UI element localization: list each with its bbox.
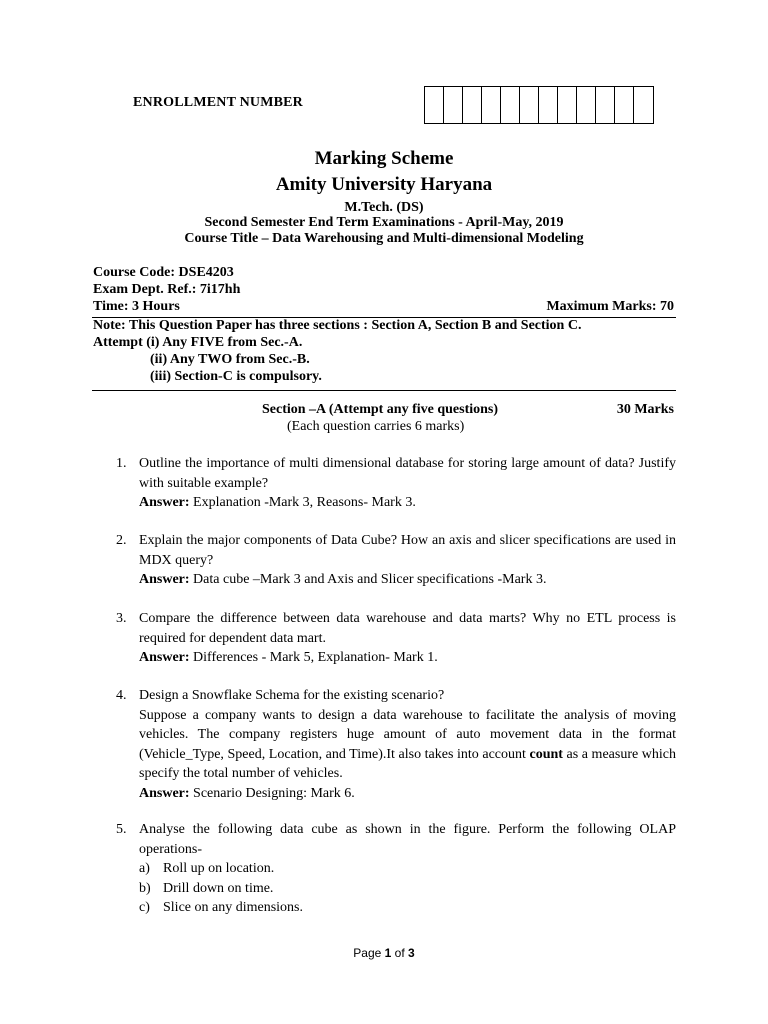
enrollment-digit-box [482,87,501,123]
enrollment-number-boxes [424,86,654,124]
question-3 [116,609,676,668]
answer-label: Answer: [139,785,190,801]
attempt-line-3: (iii) Section-C is compulsory. [150,369,322,384]
enrollment-digit-box [558,87,577,123]
enrollment-digit-box [520,87,539,123]
sub-text: Drill down on time. [163,880,274,896]
sub-label: a) [139,861,150,876]
sub-text: Roll up on location. [163,861,275,876]
question-text: Analyse the following data cube as shown in the figure. Perform the following OLAP operations- [139,822,676,857]
enrollment-digit-box [444,87,463,123]
answer-line [139,784,676,804]
question-1 [116,454,676,513]
divider-bottom [92,390,676,391]
section-marks: 30 Marks [616,402,674,417]
answer-line [139,570,676,590]
question-number: 4. [116,688,127,703]
exam-time: Time: 3 Hours [93,299,180,314]
page-footer [0,946,768,960]
enrollment-digit-box [596,87,615,123]
sub-question-c [139,898,676,918]
answer-text: Scenario Designing: Mark 6. [189,785,355,801]
maximum-marks: Maximum Marks: 70 [546,299,674,314]
question-text: Design a Snowflake Schema for the existing scenario? [139,688,445,703]
course-code: Course Code: DSE4203 [93,265,234,280]
section-title: Section –A (Attempt any five questions) [262,402,499,417]
page-current: 1 [384,946,392,960]
enrollment-digit-box [463,87,482,123]
question-text: Explain the major components of Data Cube? How an axis and slicer specifications are used in MDX query? [139,533,676,568]
enrollment-digit-box [577,87,596,123]
exam-name: Second Semester End Term Examinations - April-May, 2019 [204,215,564,230]
sub-question-b [139,879,676,899]
attempt-line-1: Attempt (i) Any FIVE from Sec.-A. [93,335,303,350]
page-total: 3 [408,946,415,960]
attempt-line-2: (ii) Any TWO from Sec.-B. [150,352,310,367]
answer-text: Data cube –Mark 3 and Axis and Slicer specifications -Mark 3. [189,572,547,587]
question-number: 3. [116,611,127,626]
university-name: Amity University Haryana [275,174,493,195]
scenario-part-1: Suppose a company wants to design a data warehouse to facilitate the analysis of moving vehicles. The company registers huge amount of auto movement data in the format (Vehicle_Type, Speed, Location, and Time).It also takes into account [139,707,676,762]
exam-dept-ref: Exam Dept. Ref.: 7i17hh [93,282,241,297]
question-number: 5. [116,822,127,837]
page-of-word: of [391,946,409,960]
question-text: Outline the importance of multi dimensional database for storing large amount of data? Justify with suitable example? [139,456,676,491]
document-title: Marking Scheme [314,148,454,169]
page-word: Page [353,946,385,960]
enrollment-digit-box [501,87,520,123]
enrollment-digit-box [615,87,634,123]
question-5 [116,820,676,918]
scenario-text [139,706,676,784]
question-2 [116,531,676,590]
question-4 [116,686,676,803]
note-line: Note: This Question Paper has three sections : Section A, Section B and Section C. [93,318,582,333]
answer-label: Answer: [139,572,190,587]
answer-label: Answer: [139,650,190,665]
question-number: 1. [116,456,127,471]
answer-label: Answer: [139,495,190,510]
section-subtitle: (Each question carries 6 marks) [287,419,465,434]
answer-line [139,493,676,513]
answer-text: Differences - Mark 5, Explanation- Mark 1. [189,650,438,665]
program-name: M.Tech. (DS) [344,200,424,215]
answer-line [139,648,676,668]
enrollment-digit-box [539,87,558,123]
enrollment-label: ENROLLMENT NUMBER [133,95,303,110]
answer-text: Explanation -Mark 3, Reasons- Mark 3. [189,495,416,510]
question-text: Compare the difference between data warehouse and data marts? Why no ETL process is required for dependent data mart. [139,611,676,646]
sub-question-a [139,859,676,879]
sub-text: Slice on any dimensions. [163,900,303,915]
scenario-emphasis: count [529,746,563,762]
sub-label: b) [139,880,151,896]
sub-label: c) [139,900,150,915]
question-number: 2. [116,533,127,548]
enrollment-digit-box [425,87,444,123]
enrollment-digit-box [634,87,653,123]
course-title: Course Title – Data Warehousing and Multi-dimensional Modeling [184,231,584,246]
scenario-part-2: as a measure which specify the total number of vehicles. [139,746,676,781]
